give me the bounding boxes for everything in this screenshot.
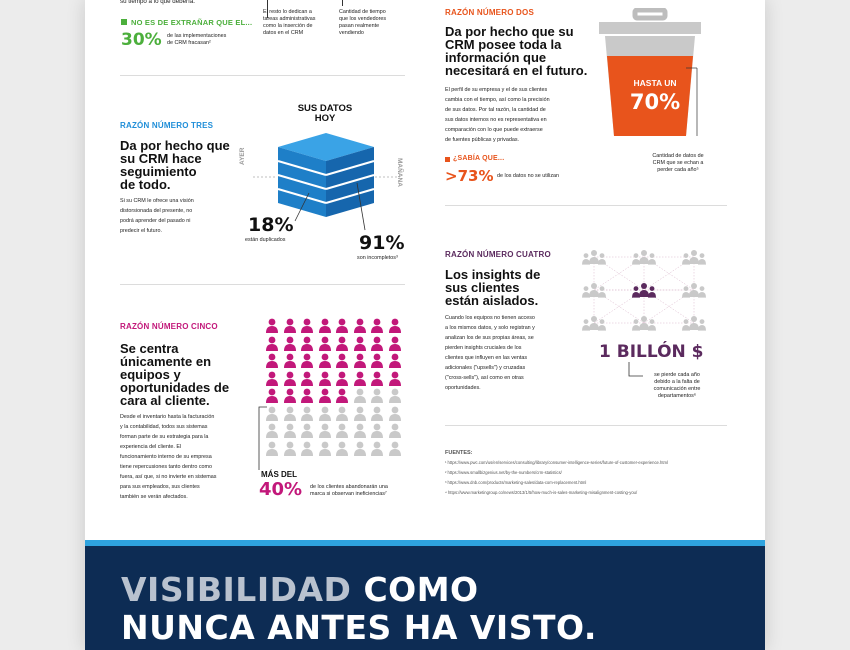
reason-five-body-3: forman parte de su estrategia para la <box>120 434 209 440</box>
reason-five-body-1: Desde el inventario hasta la facturación <box>120 414 215 420</box>
know-value: >73% <box>445 167 494 185</box>
billion-caption-2: debido a la falta de <box>654 379 700 385</box>
person-icon <box>300 441 314 456</box>
person-icon <box>318 318 332 333</box>
source-link-1[interactable]: ¹ https://www.pwc.com/us/en/services/consulting/library/consumer-intelligence-series/future-of-customer-experience.html <box>445 460 668 465</box>
person-icon <box>265 318 279 333</box>
reason-four-label: RAZÓN NÚMERO CUATRO <box>445 250 551 259</box>
col2-line-3: como la inserción de <box>263 23 313 29</box>
callout-line <box>625 362 645 382</box>
cube-title-2: HOY <box>314 113 336 124</box>
axis-ayer: AYER <box>239 147 246 165</box>
billion-caption-4: departamentos⁶ <box>657 393 697 399</box>
person-icon <box>265 388 279 403</box>
person-icon <box>318 406 332 421</box>
person-icon <box>388 423 402 438</box>
reason-two-body-1: El perfil de su empresa y el de sus clientes <box>445 87 548 93</box>
person-icon <box>318 441 332 456</box>
person-icon <box>388 353 402 368</box>
person-icon <box>335 318 349 333</box>
person-icon <box>388 388 402 403</box>
reason-four-body-3: analizan los de sus propias áreas, se <box>445 335 534 341</box>
top-fragment-text: su tiempo a lo que debería. <box>120 0 195 5</box>
person-icon <box>283 423 297 438</box>
reason-four-heading-3: están aislados. <box>445 293 539 308</box>
team-icon <box>682 283 706 298</box>
person-icon <box>335 336 349 351</box>
person-icon <box>353 353 367 368</box>
reason-five-body-9: también se verán afectados. <box>120 494 188 500</box>
person-icon <box>388 441 402 456</box>
reason-four-body-6: adicionales ("upsells") y cruzadas <box>445 365 526 371</box>
person-icon <box>388 371 402 386</box>
person-icon <box>300 318 314 333</box>
section-divider <box>445 205 727 206</box>
person-icon <box>370 441 384 456</box>
team-network <box>580 245 730 340</box>
person-icon <box>353 336 367 351</box>
stat-label: NO ES DE EXTRAÑAR QUE EL... <box>131 18 253 27</box>
stat-duplicated-label: están duplicados <box>245 237 286 243</box>
person-icon <box>300 353 314 368</box>
reason-five-heading-2: únicamente en <box>120 354 212 369</box>
person-icon <box>300 371 314 386</box>
reason-four-body-7: ("cross-sells"), así como en otras <box>445 375 524 381</box>
col3-line-1: Cantidad de tiempo <box>339 9 386 15</box>
person-icon <box>300 406 314 421</box>
infographic-page <box>85 0 765 650</box>
reason-three-heading-3: seguimiento <box>120 164 197 179</box>
person-icon <box>370 353 384 368</box>
person-icon <box>370 388 384 403</box>
person-icon <box>300 388 314 403</box>
col3-line-4: vendiendo <box>339 30 364 36</box>
reason-three-heading-4: de todo. <box>120 177 171 192</box>
sources-title: FUENTES: <box>445 450 473 456</box>
person-icon <box>283 371 297 386</box>
reason-two-heading-2: CRM posee toda la <box>445 37 562 52</box>
reason-five-body-8: para sus empleados, sus clientes <box>120 484 200 490</box>
source-link-3[interactable]: ³ https://www.dnb.com/products/marketing-sales/data-com-replacement.html <box>445 480 587 485</box>
reason-five-heading-3: equipos y <box>120 367 181 382</box>
col3-line-3: pasan realmente <box>339 23 380 29</box>
reason-two-body-6: de fuentes públicas y privadas. <box>445 137 520 143</box>
reason-three-body-3: podrá aprender del pasado ni <box>120 218 191 224</box>
orange-square-icon <box>445 157 450 162</box>
reason-three-body-4: predecir el futuro. <box>120 228 162 234</box>
person-icon <box>335 406 349 421</box>
billion-value: 1 BILLÓN $ <box>599 342 704 362</box>
reason-two-heading-4: necesitará en el futuro. <box>445 63 588 78</box>
person-icon <box>283 336 297 351</box>
people-grid <box>265 318 405 468</box>
reason-five-label: RAZÓN NÚMERO CINCO <box>120 322 218 331</box>
green-square-icon <box>121 19 127 25</box>
person-icon <box>283 353 297 368</box>
col2-line-4: datos en el CRM <box>263 30 304 36</box>
reason-two-body-2: cambia con el tiempo, así como la precisión <box>445 97 550 103</box>
reason-five-heading-4: oportunidades de <box>120 380 230 395</box>
person-icon <box>335 353 349 368</box>
stat-incomplete-label: son incompletos³ <box>357 255 398 261</box>
col2-line-2: tareas administrativas <box>263 16 316 22</box>
col2-line-1: El resto lo dedican a <box>263 9 312 15</box>
team-icon <box>632 250 656 265</box>
stat-40-value: 40% <box>259 479 303 500</box>
stat-duplicated-value: 18% <box>248 214 294 236</box>
reason-three-heading-2: su CRM hace <box>120 151 202 166</box>
person-icon <box>300 336 314 351</box>
person-icon <box>370 336 384 351</box>
bin-caption-2: CRM que se echan a <box>652 160 704 166</box>
reason-four-heading-2: sus clientes <box>445 280 520 295</box>
person-icon <box>318 353 332 368</box>
person-icon <box>335 371 349 386</box>
callout-line <box>342 0 343 6</box>
footer-headline-2: NUNCA ANTES HA VISTO. <box>121 608 597 647</box>
person-icon <box>318 423 332 438</box>
stat-40-desc-2: marca si observan ineficiencias⁷ <box>310 491 387 497</box>
reason-two-heading-1: Da por hecho que su <box>445 24 574 39</box>
reason-two-body-3: de sus datos. Por tal razón, la cantidad de <box>445 107 546 113</box>
person-icon <box>353 406 367 421</box>
reason-two-body-5: comparación con lo que puede extraerse <box>445 127 543 133</box>
person-icon <box>353 441 367 456</box>
person-icon <box>370 318 384 333</box>
person-icon <box>300 423 314 438</box>
person-icon <box>318 371 332 386</box>
stat-incomplete-value: 91% <box>359 232 405 254</box>
reason-four-heading-1: Los insights de <box>445 267 541 282</box>
reason-five-heading-5: cara al cliente. <box>120 393 210 408</box>
person-icon <box>353 388 367 403</box>
bin-caption-3: perder cada año⁵ <box>657 167 699 173</box>
reason-three-label: RAZÓN NÚMERO TRES <box>120 121 214 130</box>
stat-desc-2: de CRM fracasan² <box>167 40 211 46</box>
person-icon <box>353 318 367 333</box>
team-icon <box>582 250 606 265</box>
person-icon <box>318 388 332 403</box>
person-icon <box>335 423 349 438</box>
reason-four-body-5: clientes que influyen en las ventas <box>445 355 528 361</box>
reason-two-label: RAZÓN NÚMERO DOS <box>445 8 534 17</box>
billion-caption-1: se pierde cada año <box>654 372 700 378</box>
axis-manana: MAÑANA <box>396 158 403 187</box>
person-icon <box>283 441 297 456</box>
person-icon <box>388 336 402 351</box>
know-desc: de los datos no se utilizan <box>497 173 560 179</box>
person-icon <box>283 406 297 421</box>
reason-five-body-7: fuera, así que, si no invierte en sistemas <box>120 474 217 480</box>
team-icon <box>582 316 606 331</box>
person-icon <box>388 318 402 333</box>
reason-three-body-2: distorsionada del presente, no <box>120 208 193 214</box>
source-link-2[interactable]: ² https://www.smallbizgenius.net/by-the-numbers/crm-statistics/ <box>445 470 562 475</box>
reason-four-body-4: pierden insights cruciales de los <box>445 345 522 351</box>
reason-four-body-8: oportunidades. <box>445 385 481 391</box>
section-divider <box>445 425 727 426</box>
person-icon <box>265 336 279 351</box>
source-link-4[interactable]: ⁴ https://www.marketingroup.co/news/2013/1/5/how-much-is-sales-marketing-misalignment-costing-you/ <box>445 490 638 495</box>
section-divider <box>120 75 405 76</box>
bin-caption-1: Cantidad de datos de <box>652 153 704 159</box>
person-icon <box>370 423 384 438</box>
team-icon <box>632 283 656 298</box>
reason-five-body-2: y la contabilidad, todos sus sistemas <box>120 424 208 430</box>
billion-caption-3: comunicación entre <box>653 386 701 392</box>
reason-four-body-2: a los mismos datos, y solo registran y <box>445 325 535 331</box>
reason-two-body-4: sus datos internos no es representativa en <box>445 117 547 123</box>
stat-40-desc-1: de los clientes abandonarán una <box>310 484 388 490</box>
reason-five-heading-1: Se centra <box>120 341 179 356</box>
col3-line-2: que los vendedores <box>339 16 387 22</box>
reason-five-body-6: tiene repercusiones tanto dentro como <box>120 464 212 470</box>
person-icon <box>335 441 349 456</box>
person-icon <box>353 423 367 438</box>
bin-text-1: HASTA UN <box>633 78 677 88</box>
person-icon <box>265 371 279 386</box>
team-icon <box>682 316 706 331</box>
reason-three-body-1: Si su CRM le ofrece una visión <box>120 198 194 204</box>
reason-five-body-4: experiencia del cliente. El <box>120 444 182 450</box>
reason-four-body-1: Cuando los equipos no tienen acceso <box>445 315 535 321</box>
person-icon <box>335 388 349 403</box>
person-icon <box>353 371 367 386</box>
reason-two-heading-3: información que <box>445 50 547 65</box>
stat-desc-1: de las implementaciones <box>167 33 227 39</box>
person-icon <box>283 388 297 403</box>
more-than-label: MÁS DEL <box>261 470 297 479</box>
reason-five-body-5: funcionamiento interno de su empresa <box>120 454 212 460</box>
person-icon <box>370 371 384 386</box>
person-icon <box>283 318 297 333</box>
person-icon <box>265 353 279 368</box>
reason-three-heading-1: Da por hecho que <box>120 138 230 153</box>
team-icon <box>632 316 656 331</box>
person-icon <box>318 336 332 351</box>
team-icon <box>582 283 606 298</box>
stat-value: 30% <box>121 30 162 50</box>
person-icon <box>388 406 402 421</box>
person-icon <box>370 406 384 421</box>
know-label: ¿SABÍA QUE... <box>453 155 505 162</box>
team-icon <box>682 250 706 265</box>
footer-accent-bar <box>85 540 765 546</box>
bin-text-2: 70% <box>629 90 681 114</box>
callout-line <box>255 405 275 475</box>
section-divider <box>120 284 405 285</box>
footer-headline-1: VISIBILIDAD COMO <box>121 570 479 609</box>
cube-title-1: SUS DATOS <box>297 103 353 114</box>
